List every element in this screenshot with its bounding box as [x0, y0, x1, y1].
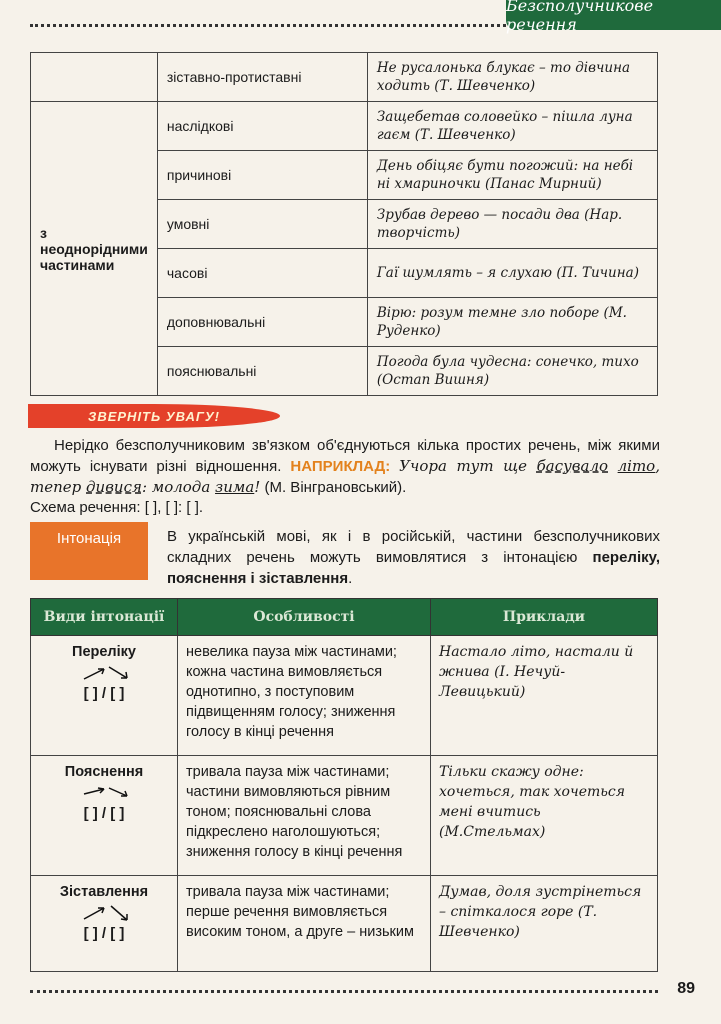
note-text: Нерідко безсполучниковим зв'язком об'єднуються кілька простих речень, між якими можуть існувати різні відношення.: [30, 437, 660, 475]
header-features: Особливості: [178, 599, 431, 636]
features: невелика пауза між частинами; кожна частина вимовляється однотипно, з поступовим підвищенням голосу; зниження голосу в кінці речення: [178, 636, 431, 756]
header-types: Види інтонації: [31, 599, 178, 636]
intonation-type: Переліку: [72, 644, 136, 660]
relation-type: пояснювальні: [157, 347, 367, 396]
table-row: [31, 636, 658, 756]
intonation-type-cell: [31, 756, 178, 876]
note-paragraph: [30, 436, 660, 518]
attention-banner: ЗВЕРНІТЬ УВАГУ!: [28, 404, 280, 428]
intonation-type: Зіставлення: [59, 884, 149, 900]
section-title: Безсполучникове речення: [506, 0, 721, 30]
relation-example: Погода була чудесна: сонечко, тихо (Остап Вишня): [367, 347, 657, 396]
relation-type: зіставно-протиставні: [157, 53, 367, 102]
rising-arrows-icon: [69, 662, 139, 682]
page-header: [0, 0, 721, 34]
header-divider: [30, 24, 511, 27]
relation-example: Зрубав дерево — посади два (Нар. творчість): [367, 200, 657, 249]
scheme: [ ] / [ ]: [83, 805, 125, 822]
example-text: Учора тут ще басувало літо, тепер дивися: молода зима!: [30, 457, 660, 496]
table-header: [31, 599, 658, 636]
header-examples: Приклади: [431, 599, 658, 636]
example: Настало літо, настали й жнива (І. Нечуй-Левицький): [431, 636, 658, 756]
features: тривала пауза між частинами; частини вимовляються рівним тоном; пояснювальні слова підкреслено наголошуються; зниження голосу в кінці речення: [178, 756, 431, 876]
intonation-table: [30, 598, 658, 972]
intonation-type: Пояснення: [64, 764, 144, 780]
intonation-type-cell: [31, 876, 178, 972]
contrast-arrows-icon: [69, 902, 139, 922]
features: тривала пауза між частинами; перше речення вимовляється високим тоном, а друге – низьким: [178, 876, 431, 972]
relation-example: Защебетав соловейко – пішла луна гаєм (Т. Шевченко): [367, 102, 657, 151]
example: Думав, доля зустрінеться – спіткалося горе (Т. Шевченко): [431, 876, 658, 972]
relation-example: Гаї шумлять – я слухаю (П. Тичина): [367, 249, 657, 298]
example-author: (М. Вінграновський).: [264, 479, 407, 496]
example-label: НАПРИКЛАД:: [290, 458, 391, 475]
scheme: [ ] / [ ]: [83, 685, 125, 702]
intonation-text: В українській мові, як і в російській, частини безсполучникових складних речень можуть вимовлятися з інтонацією переліку, пояснення і зіставлення.: [167, 528, 661, 587]
page-number: 89: [677, 980, 695, 997]
example: Тільки скажу одне: хочеться, так хочеться мені вчитись (М.Стельмах): [431, 756, 658, 876]
footer-divider: [30, 990, 658, 993]
table-row: [31, 876, 658, 972]
relation-type: доповнювальні: [157, 298, 367, 347]
intonation-label: Інтонація: [56, 530, 122, 547]
table-row: [31, 756, 658, 876]
relation-type: часові: [157, 249, 367, 298]
relation-type: умовні: [157, 200, 367, 249]
relation-example: День обіцяє бути погожий: на небі ні хмариночки (Панас Мирний): [367, 151, 657, 200]
group-label: з неоднорідними частинами: [31, 102, 158, 396]
intonation-type-cell: [31, 636, 178, 756]
table-row: [31, 53, 658, 102]
relation-example: Вірю: розум темне зло поборе (М. Руденко): [367, 298, 657, 347]
relations-table: [30, 52, 658, 396]
relation-example: Не русалонька блукає – то дівчина ходить (Т. Шевченко): [367, 53, 657, 102]
table-row: [31, 102, 658, 151]
relation-type: наслідкові: [157, 102, 367, 151]
scheme: [ ] / [ ]: [83, 925, 125, 942]
empty-cell: [31, 53, 158, 102]
scheme-text: Схема речення: [ ], [ ]: [ ].: [30, 499, 204, 516]
relation-type: причинові: [157, 151, 367, 200]
level-arrows-icon: [69, 782, 139, 802]
intonation-label-box: [30, 522, 148, 580]
